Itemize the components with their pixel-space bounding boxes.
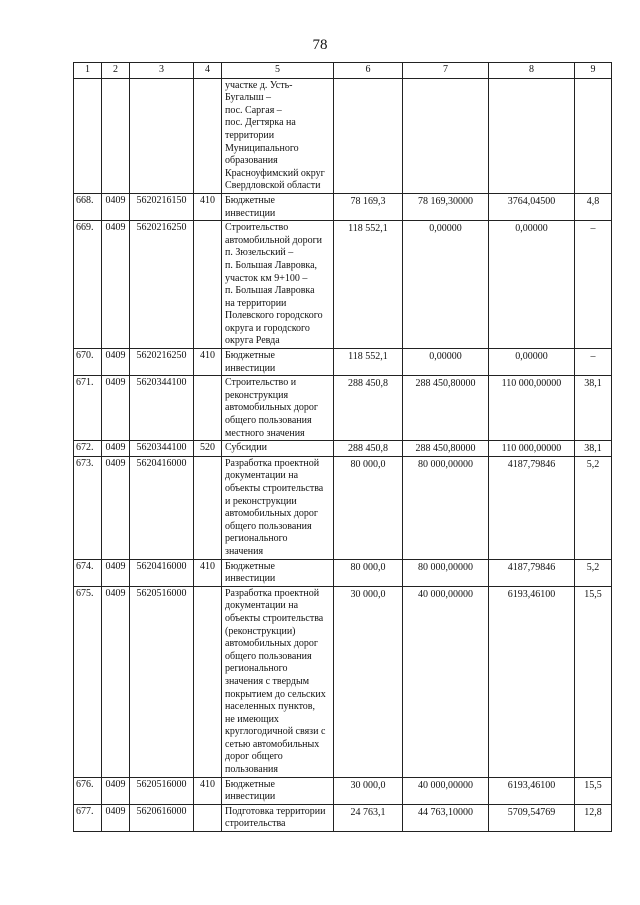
table-row <box>74 559 612 586</box>
table-header-row <box>74 63 612 79</box>
expense-type-cell: 410 <box>194 777 222 804</box>
amount-planned-cell: 80 000,0 <box>334 456 403 559</box>
amount-executed-cell: 110 000,00000 <box>489 376 575 441</box>
item-name-cell <box>222 559 334 586</box>
row-number-cell: 673. <box>74 456 102 559</box>
percent-executed-cell: 5,2 <box>575 456 612 559</box>
target-article-cell: 5620616000 <box>130 804 194 831</box>
amount-executed-cell: 5709,54769 <box>489 804 575 831</box>
item-name-cell <box>222 456 334 559</box>
row-number-cell <box>74 78 102 193</box>
target-article-cell: 5620344100 <box>130 376 194 441</box>
expense-type-cell <box>194 456 222 559</box>
item-name-text: Разработка проектной документации на объекты строительства (реконструкции) автомобильных дорог общего пользования регионального значения с твердым покрытием до сельских населенных пунктов, не имеющих круглогодичной связи с сетью автомобильных дорог общего пользования <box>225 587 326 776</box>
header-cell: 8 <box>489 63 575 79</box>
item-name-text: участке д. Усть- Бугалыш – пос. Саргая – пос. Дегтярка на территории Муниципального образования Красноуфимский округ Свердловской области <box>225 79 325 192</box>
table-row <box>74 804 612 831</box>
section-code-cell: 0409 <box>102 586 130 777</box>
table-row <box>74 193 612 220</box>
amount-planned-cell: 118 552,1 <box>334 221 403 349</box>
amount-executed-cell: 6193,46100 <box>489 586 575 777</box>
percent-executed-cell: 4,8 <box>575 193 612 220</box>
item-name-cell <box>222 221 334 349</box>
item-name-cell <box>222 777 334 804</box>
page-number: 78 <box>312 37 328 53</box>
item-name-text: Бюджетные инвестиции <box>225 194 276 219</box>
target-article-cell <box>130 78 194 193</box>
percent-executed-cell: 12,8 <box>575 804 612 831</box>
section-code-cell <box>102 78 130 193</box>
percent-executed-cell: 15,5 <box>575 777 612 804</box>
expense-type-cell <box>194 221 222 349</box>
section-code-cell: 0409 <box>102 441 130 457</box>
amount-approved-cell: 288 450,80000 <box>403 376 489 441</box>
target-article-cell: 5620516000 <box>130 777 194 804</box>
amount-planned-cell <box>334 78 403 193</box>
row-number-cell: 671. <box>74 376 102 441</box>
row-number-cell: 676. <box>74 777 102 804</box>
percent-executed-cell <box>575 78 612 193</box>
percent-executed-cell: 38,1 <box>575 441 612 457</box>
amount-planned-cell: 30 000,0 <box>334 777 403 804</box>
item-name-text: Бюджетные инвестиции <box>225 778 276 803</box>
budget-table <box>73 62 612 832</box>
section-code-cell: 0409 <box>102 376 130 441</box>
header-cell: 7 <box>403 63 489 79</box>
table-row <box>74 456 612 559</box>
expense-type-cell <box>194 78 222 193</box>
amount-executed-cell: 6193,46100 <box>489 777 575 804</box>
table-row <box>74 349 612 376</box>
amount-executed-cell: 0,00000 <box>489 349 575 376</box>
item-name-cell <box>222 376 334 441</box>
row-number-cell: 674. <box>74 559 102 586</box>
header-cell: 9 <box>575 63 612 79</box>
expense-type-cell: 410 <box>194 193 222 220</box>
row-number-cell: 668. <box>74 193 102 220</box>
section-code-cell: 0409 <box>102 456 130 559</box>
target-article-cell: 5620416000 <box>130 456 194 559</box>
expense-type-cell <box>194 586 222 777</box>
amount-approved-cell: 44 763,10000 <box>403 804 489 831</box>
amount-planned-cell: 118 552,1 <box>334 349 403 376</box>
table-row <box>74 376 612 441</box>
amount-executed-cell: 4187,79846 <box>489 456 575 559</box>
target-article-cell: 5620344100 <box>130 441 194 457</box>
section-code-cell: 0409 <box>102 559 130 586</box>
amount-planned-cell: 78 169,3 <box>334 193 403 220</box>
target-article-cell: 5620216250 <box>130 221 194 349</box>
percent-executed-cell: 15,5 <box>575 586 612 777</box>
amount-approved-cell <box>403 78 489 193</box>
section-code-cell: 0409 <box>102 221 130 349</box>
amount-executed-cell: 4187,79846 <box>489 559 575 586</box>
header-cell: 6 <box>334 63 403 79</box>
amount-planned-cell: 30 000,0 <box>334 586 403 777</box>
section-code-cell: 0409 <box>102 349 130 376</box>
amount-executed-cell: 0,00000 <box>489 221 575 349</box>
item-name-cell <box>222 78 334 193</box>
item-name-text: Строительство и реконструкция автомобильных дорог общего пользования местного значения <box>225 377 319 439</box>
item-name-text: Строительство автомобильной дороги п. Зюзельский – п. Большая Лавровка, участок км 9+100 – п. Большая Лавровка на территории Полевского городского округа и городского округа Ревда <box>225 222 323 347</box>
row-number-cell: 670. <box>74 349 102 376</box>
section-code-cell: 0409 <box>102 193 130 220</box>
header-cell: 5 <box>222 63 334 79</box>
section-code-cell: 0409 <box>102 777 130 804</box>
item-name-text: Бюджетные инвестиции <box>225 350 276 374</box>
row-number-cell: 672. <box>74 441 102 457</box>
amount-approved-cell: 0,00000 <box>403 221 489 349</box>
percent-executed-cell: – <box>575 349 612 376</box>
percent-executed-cell: – <box>575 221 612 349</box>
amount-planned-cell: 80 000,0 <box>334 559 403 586</box>
target-article-cell: 5620216250 <box>130 349 194 376</box>
item-name-text: Субсидии <box>225 442 267 454</box>
header-cell: 3 <box>130 63 194 79</box>
amount-approved-cell: 78 169,30000 <box>403 193 489 220</box>
table-row <box>74 78 612 193</box>
amount-approved-cell: 40 000,00000 <box>403 586 489 777</box>
table-row <box>74 221 612 349</box>
percent-executed-cell: 38,1 <box>575 376 612 441</box>
expense-type-cell: 410 <box>194 559 222 586</box>
percent-executed-cell: 5,2 <box>575 559 612 586</box>
amount-approved-cell: 40 000,00000 <box>403 777 489 804</box>
row-number-cell: 669. <box>74 221 102 349</box>
amount-planned-cell: 288 450,8 <box>334 441 403 457</box>
item-name-text: Подготовка территории строительства <box>225 805 326 830</box>
target-article-cell: 5620216150 <box>130 193 194 220</box>
amount-approved-cell: 288 450,80000 <box>403 441 489 457</box>
item-name-text: Бюджетные инвестиции <box>225 560 276 585</box>
amount-executed-cell: 110 000,00000 <box>489 441 575 457</box>
header-cell: 1 <box>74 63 102 79</box>
header-cell: 4 <box>194 63 222 79</box>
item-name-text: Разработка проектной документации на объекты строительства и реконструкции автомобильных дорог общего пользования регионального значения <box>225 457 324 557</box>
amount-approved-cell: 0,00000 <box>403 349 489 376</box>
section-code-cell: 0409 <box>102 804 130 831</box>
amount-approved-cell: 80 000,00000 <box>403 559 489 586</box>
amount-planned-cell: 24 763,1 <box>334 804 403 831</box>
item-name-cell <box>222 441 334 457</box>
target-article-cell: 5620516000 <box>130 586 194 777</box>
expense-type-cell: 410 <box>194 349 222 376</box>
item-name-cell <box>222 804 334 831</box>
table-row <box>74 777 612 804</box>
row-number-cell: 677. <box>74 804 102 831</box>
amount-executed-cell <box>489 78 575 193</box>
item-name-cell <box>222 349 334 376</box>
item-name-cell <box>222 193 334 220</box>
target-article-cell: 5620416000 <box>130 559 194 586</box>
amount-planned-cell: 288 450,8 <box>334 376 403 441</box>
table-row <box>74 441 612 457</box>
row-number-cell: 675. <box>74 586 102 777</box>
table-row <box>74 586 612 777</box>
expense-type-cell <box>194 376 222 441</box>
header-cell: 2 <box>102 63 130 79</box>
expense-type-cell <box>194 804 222 831</box>
amount-approved-cell: 80 000,00000 <box>403 456 489 559</box>
expense-type-cell: 520 <box>194 441 222 457</box>
item-name-cell <box>222 586 334 777</box>
amount-executed-cell: 3764,04500 <box>489 193 575 220</box>
